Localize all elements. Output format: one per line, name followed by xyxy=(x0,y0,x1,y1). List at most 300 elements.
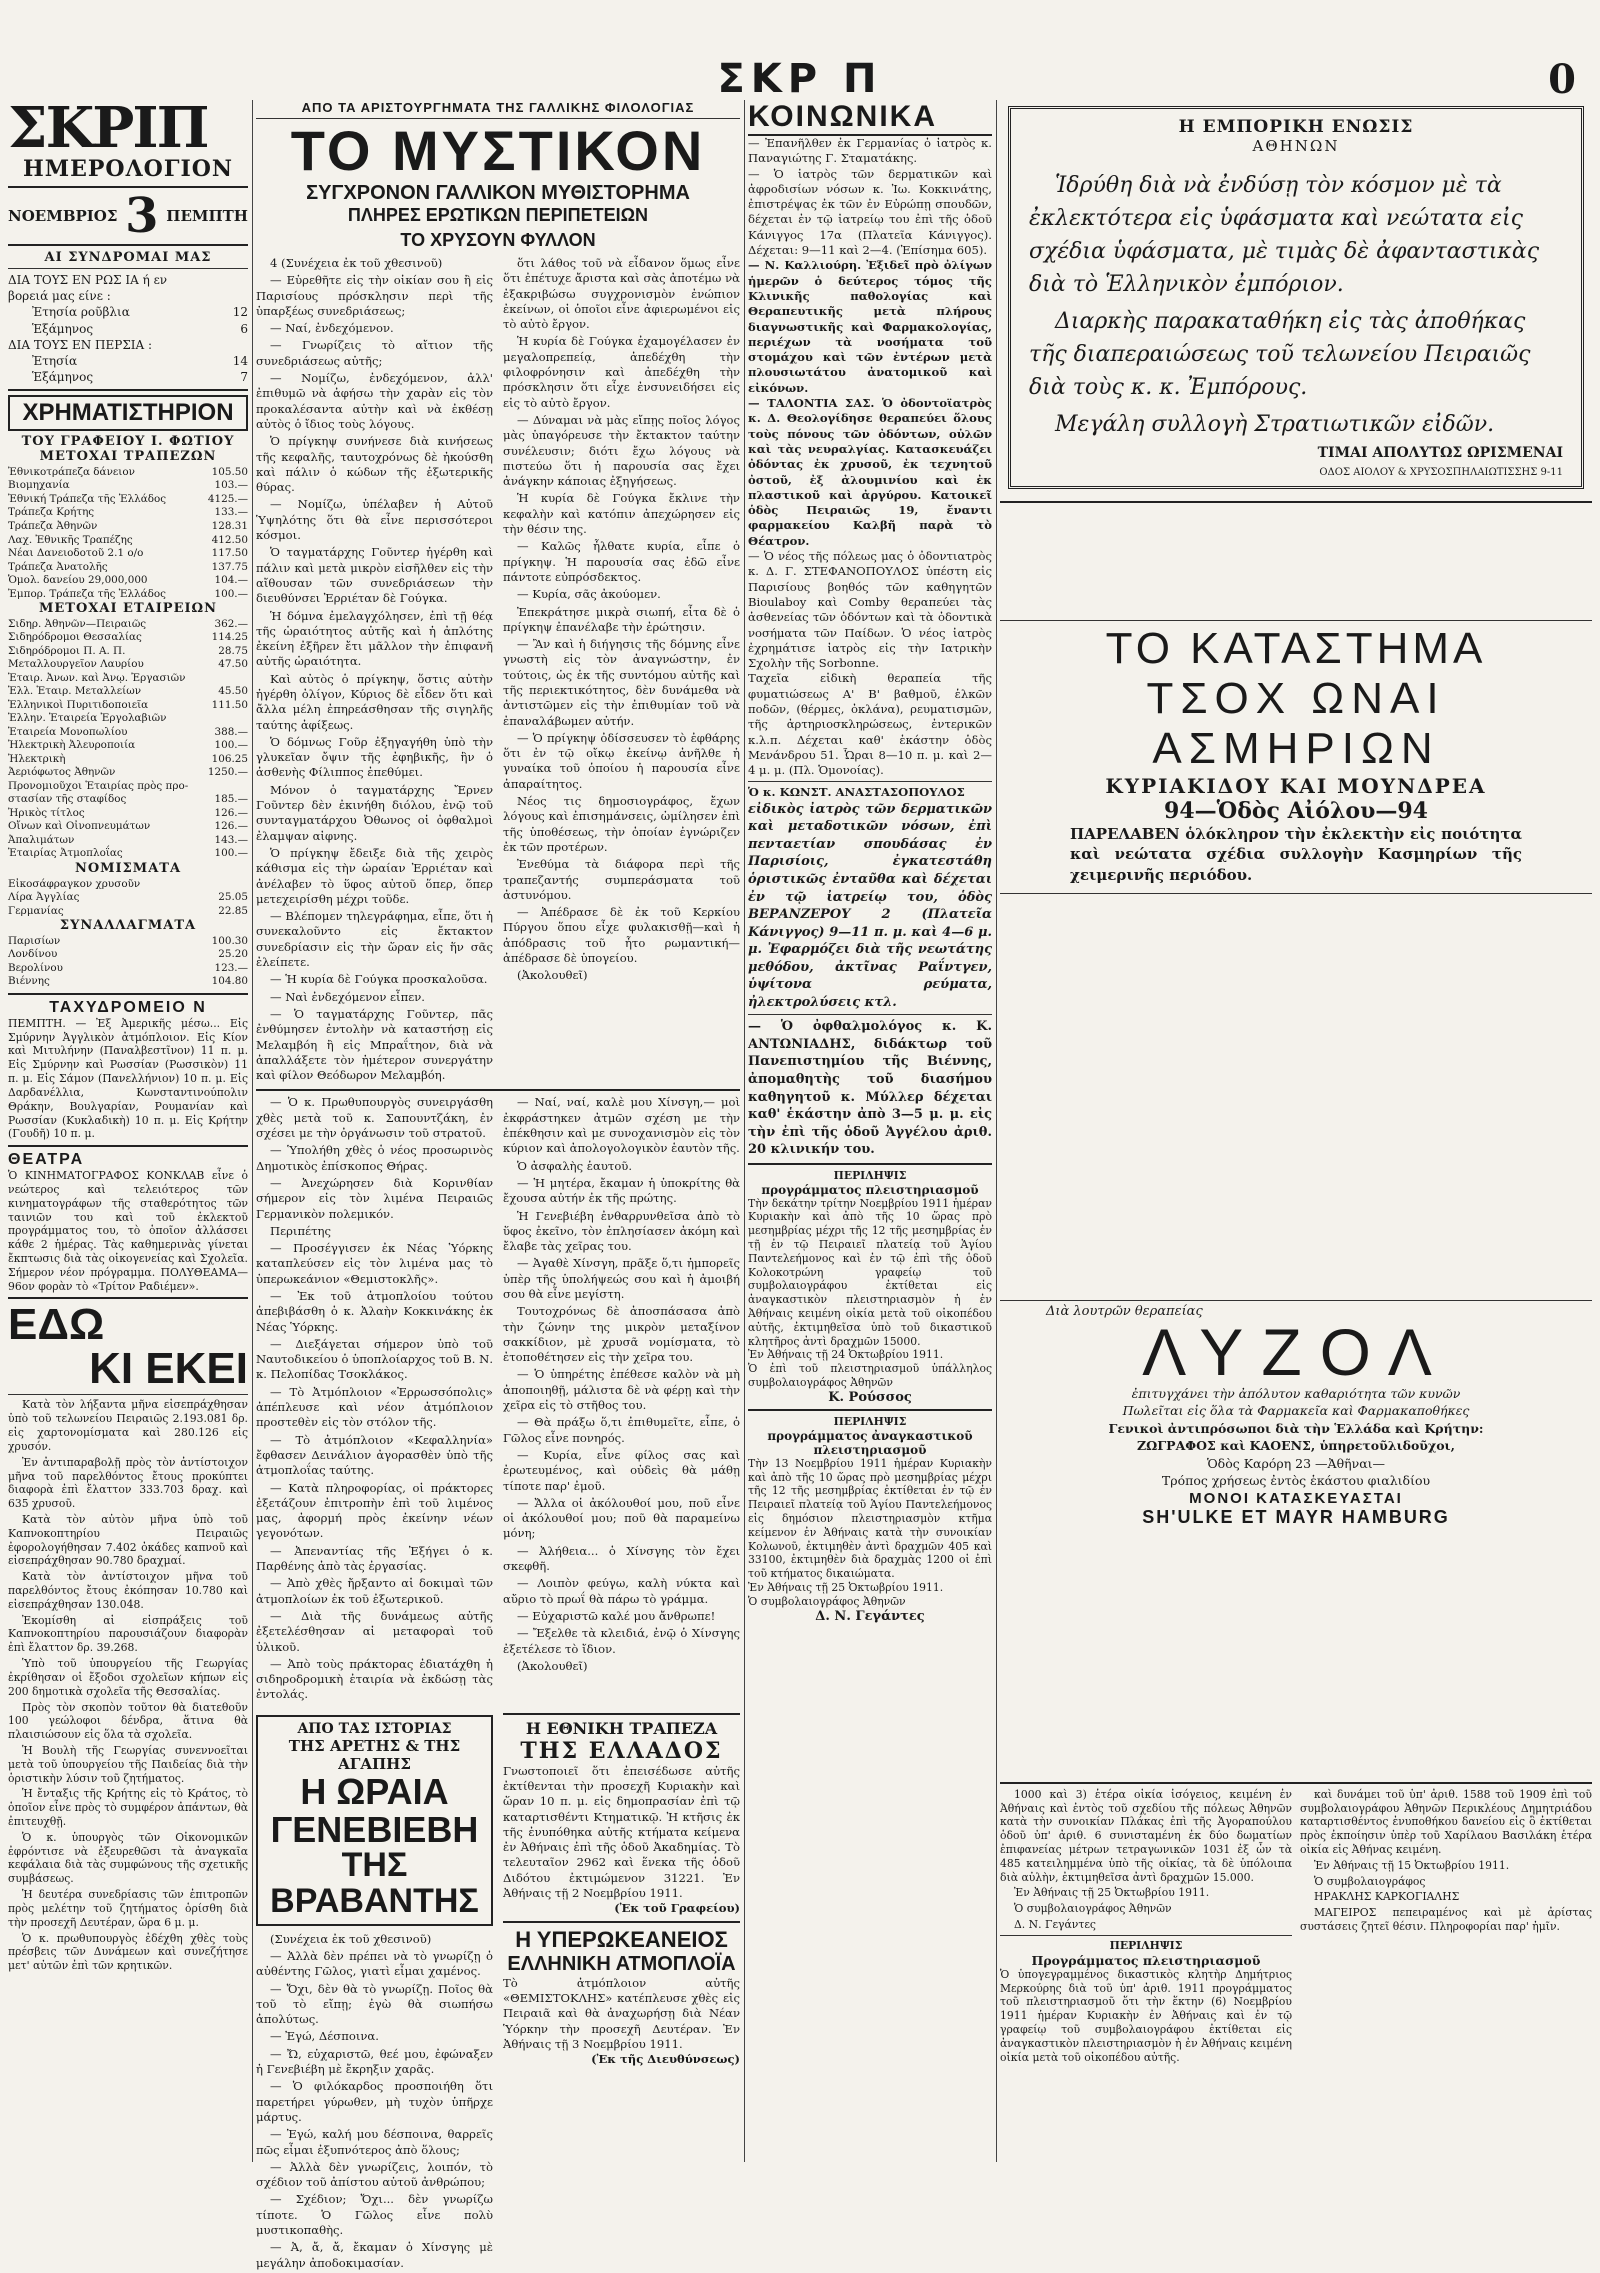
paragraph: Ὁ συμβολαιογράφος xyxy=(1314,1874,1426,1888)
paragraph: — Ἀ, ἄ, ἄ, ἔκαμαν ὁ Χίνσγης μὲ μεγάλην ἀποδοκιμασίαν. xyxy=(256,2240,493,2270)
paragraph: Ἐνεθύμα τὰ διάφορα περὶ τῆς τραπεζαντής συμπεράσματα τοῦ ἀστυνόμου. xyxy=(503,857,740,902)
value-row xyxy=(8,685,248,699)
news-text-left xyxy=(256,1095,493,1704)
paragraph: — Προσέγγισεν ἐκ Νέας Ὑόρκης καταπλεύσεν εἰς τὸν λιμένα μας τὸ ὑπερωκεάνιον «Θεμιστοκλῆς». xyxy=(256,1241,493,1286)
paragraph: — Κατὰ πληροφορίας, οἱ πράκτορες ἐξετάζουν ἐπιτροπὴν ἐπὶ τοῦ λιμένος μας, ἀφορμή πρὸς ἐκείνην νέων γεγονότων. xyxy=(256,1480,493,1541)
post-text: ΠΕΜΠΤΗ. — Ἐξ Ἀμερικῆς μέσω... Εἰς Σμύρνην Ἀγγλικὸν ἀτμόπλοιον. Εἰς Κίον καὶ Μιτυλήνην (Παναλβεστῖνον) 11 π. μ. Εἰς Σμύρνην καὶ Ρωσσίαν (Ρωσσικὸν) 11 π. μ. Εἰς Σάμον (Πανελλήνιον) 10 π. μ. Εἰς Δαρδανέλλια, Κωνσταντινούπολιν Θράκην, Βουλγαρίαν, Ρουμανίαν καὶ Ρωσσίαν (Κυκλαδικὴ) 10 π. μ. Εἰς Κρήτην (Γουδῆ) 10 π. μ. xyxy=(8,1016,248,1141)
shop-name: ΤΣΟΧ ΩΝΑΙ ΑΣΜΗΡΙΩΝ xyxy=(1146,674,1446,773)
summary-note: Ὁ ἐπὶ τοῦ πλειστηριασμοῦ ὑπάλληλος συμβολαιογράφος Ἀθηνῶν xyxy=(748,1362,992,1390)
currency-heading: ΝΟΜΙΣΜΑΤΑ xyxy=(74,861,182,876)
paragraph: Κατὰ τὸν ἀντίστοιχον μῆνα τοῦ παρελθόντος ἔτους ἐκόπησαν 10.780 καὶ εἰσεπράχθησαν 130.048. xyxy=(8,1570,248,1611)
social-item: — Ν. Καλλιούρη. Ἐξιδεῖ πρὸ ὀλίγων ἡμερῶν ὁ δεύτερος τόμος τῆς Κλινικῆς παθολογίας καὶ Θεραπευτικῆς μετὰ πλήρους διαγνωστικῆς καὶ Φαρμακολογίας, περιέχων τὰ νοσήματα τοῦ στομάχου καὶ τῶν ἐντέρων μετὰ πλουσιωτάτου ἀνατομικοῦ καὶ εἰκόνων. xyxy=(748,258,992,395)
row-label: Βιομηχανία xyxy=(8,479,70,492)
row-value: 104.80 xyxy=(211,975,248,988)
row-value: 100.— xyxy=(214,739,248,752)
serial-subtitle-1: ΣΥΓΧΡΟΝΟΝ ΓΑΛΛΙΚΟΝ ΜΥΘΙΣΤΟΡΗΜΑ xyxy=(306,181,690,204)
column-1 xyxy=(8,95,248,2162)
paragraph: Ἡ κυρία δὲ Γούγκα ἐχαμογέλασεν ἐν μεγαλοπρεπείᾳ, ἀπεδέχθη τὴν φιλοφρόνησιν καὶ ἀπεδέχθη τὴν πρόσκλησιν ὅτι εἶχε ἐνσυνειδήσει εἰς εἰς τὸ αὐτὸ ἔργον. xyxy=(503,334,740,410)
social-item: — Ὁ ἰατρὸς τῶν δερματικῶν καὶ ἀφροδισίων νόσων κ. Ἰω. Κοκκινάτης, ἐπιστρέψας ἐκ τῶν ἐν Εὐρώπῃ σπουδῶν, δέχεται ἐν τῷ ἰατρείῳ του ἐπὶ τῆς ὁδοῦ Κάνιγγος 17α (Πλατεῖα Κάνιγγος). Δέχεται: 9—11 καὶ 2—4. (Ἐπίσημα 605). xyxy=(748,166,992,258)
lyzol-line: ἐπιτυγχάνει τὴν ἀπόλυτον καθαριότητα τῶν κυνῶν xyxy=(1131,1385,1461,1401)
paragraph: Καὶ αὐτὸς ὁ πρίγκηψ, ὅστις αὐτὴν ἠγέρθη ὀλίγον, Κύριος δὲ εἶδεν ὅτι καὶ ἄλλα μέλη ἐπηρεάσθησαν τῆς σιγηλῆς ταύτης ἀφίξεως. xyxy=(256,671,493,732)
paragraph: — Τὸ ἀτμόπλοιον «Κεφαλληνία» ἔφθασεν Δεινάλιον ἀγορασθὲν ὑπὸ τῆς ἀτμοπλοΐας ταύτης. xyxy=(256,1432,493,1478)
ad-address: ΟΔΟΣ ΑΙΟΛΟΥ & ΧΡΥΣΟΣΠΗΛΑΙΩΤΙΣΣΗΣ 9-11 xyxy=(1319,467,1563,478)
paragraph: — Ἂν καὶ ἡ διήγησις τῆς δόμνης εἶνε γνωστὴ εἰς τὸν ἀναγνώστην, ἐν τούτοις, ὡς ἐκ τῆς συντόμου αὐτῆς καὶ τῆς περιεκτικότητος, δὲν δυνάμεθα νὰ ἀντιστῶμεν εἰς τὴν ἐπιθυμίαν τοῦ νὰ ἐπαναλάβωμεν αὐτήν. xyxy=(503,637,740,728)
row-value: 126.— xyxy=(214,806,248,819)
paragraph: Ὁ κ. ὑπουργὸς τῶν Οἰκονομικῶν ἐφρόντισε νὰ ἐξευρεθῶσι τὰ ἀναγκαῖα κεφάλαια διὰ τὰς συμφώνους τῆς σχετικῆς συμβάσεως. xyxy=(8,1830,248,1886)
row-label: Οἴνων καὶ Οἰνοπνευμάτων xyxy=(8,820,151,833)
paragraph: — Ἄλλα οἱ ἀκόλουθοί μου, ποῦ εἶνε οἱ ἀκόλουθοί μου; ποῦ θὰ παραμείνω μόνη; xyxy=(503,1495,740,1541)
paragraph: Μόνον ὁ ταγματάρχης Ἔρνεν Γοῦντερ δὲν ἐκινήθη διόλου, ἐνῷ τοῦ συνταγματάρχου Ὀθωνος οἱ ὀφθαλμοὶ ἐλαμψαν αἰφνης. xyxy=(256,782,493,843)
social-item: Ταχεῖα εἰδικὴ θεραπεία τῆς φυματιώσεως Α' Β' βαθμοῦ, ἑλκῶν ποδῶν, (θέρμες, ὀκλάνα), ρευματισμῶν, τῆς ἀρτηριοσκληρώσεως, ἐντερικῶν κ.λ.π. Δέχεται καθ' ἑκάστην ὁδὸς Μενάνδρου 51. Ὧραι 8—10 π. μ. καὶ 2—4 μ. μ. (Πλ. Ὁμονοίας). xyxy=(748,671,992,778)
ad-subtitle: ΑΘΗΝΩΝ xyxy=(1252,137,1340,155)
ad-paragraph: Μεγάλη συλλογὴ Στρατιωτικῶν εἰδῶν. xyxy=(1055,412,1495,437)
paragraph: — Ὤ, εὐχαριστῶ, θεέ μου, ἐφώναξεν ἡ Γενεβιέβη μὲ ἔκρηξιν χαρᾶς. xyxy=(256,2046,493,2077)
row-label: Ἀπαλιμάτων xyxy=(8,833,75,846)
row-label: Τράπεζα Ἀνατολῆς xyxy=(8,560,108,573)
day-number: 3 xyxy=(125,188,159,244)
post-heading: ΤΑΧΥΔΡΟΜΕΙΟ Ν xyxy=(49,998,207,1016)
value-row xyxy=(8,520,248,534)
value-row xyxy=(8,304,248,320)
auction-text-right xyxy=(1300,1788,1592,1934)
value-row xyxy=(8,588,248,602)
national-bank-sig: (Ἐκ τοῦ Γραφείου) xyxy=(614,1901,740,1916)
ad-paragraph: Διαρκὴς παρακαταθήκη εἰς τὰς ἀποθήκας τῆς διαπεραιώσεως τοῦ τελωνείου Πειραιῶς διὰ τοὺς κ. κ. Ἐμπόρους. xyxy=(1029,309,1531,400)
value-row xyxy=(8,618,248,632)
row-value: 114.25 xyxy=(211,631,248,644)
row-value: 100.— xyxy=(214,847,248,860)
column-rule xyxy=(744,100,745,2162)
row-value: 133.— xyxy=(214,506,248,519)
dentist-ad: — ΤΑΛΟΝΤΙΑ ΣΑΣ. Ὁ ὀδοντοϊατρὸς κ. Δ. Θεολογίδησε θεραπεύει ὅλους τοὺς πόνους τῶν ὀδόντων, οὐλῶν καὶ τὰς νευραλγίας. Κατασκευάζει ὀδόντας ἐκ χρυσοῦ, ἐκ τεχνητοῦ ὀστοῦ, ἐξ ἀλουμινίου καὶ ἐκ πλαστικοῦ καὶ ἀργύρου. Κατοικεῖ ὁδὸς Πειραιῶς 19, ἔναντι φαρμακείου Καλβῆ παρὰ τὸ Θέατρον. xyxy=(748,396,992,548)
ad-title: Η ΕΜΠΟΡΙΚΗ ΕΝΩΣΙΣ xyxy=(1178,117,1414,137)
serial-kicker: ΑΠΟ ΤΑ ΑΡΙΣΤΟΥΡΓΗΜΑΤΑ ΤΗΣ ΓΑΛΛΙΚΗΣ ΦΙΛΟΛΟΓΙΑΣ xyxy=(301,100,695,115)
row-label: Σιδηρόδρομοι Π. Α. Π. xyxy=(8,644,126,657)
edo-text xyxy=(8,1398,248,1973)
value-row xyxy=(8,820,248,834)
summary-note-2: Ὁ συμβολαιογράφος Ἀθηνῶν xyxy=(748,1594,906,1608)
value-row xyxy=(8,726,248,740)
row-value: 106.25 xyxy=(211,752,248,765)
paragraph: Ἐν ἀντιπαραβολῇ πρὸς τὸν ἀντίστοιχον μῆνα τοῦ παρελθόντος ἔτους προκύπτει διαφορὰ ἐπὶ ἔλαττον 333.703 δραχ. καὶ 635 χρυσοῦ. xyxy=(8,1455,248,1511)
lyzol-line: Πωλεῖται εἰς ὅλα τὰ Φαρμακεῖα καὶ Φαρμακαποθήκες xyxy=(1122,1403,1470,1419)
row-label: Λίρα Ἀγγλίας xyxy=(8,891,80,904)
company-shares-heading: ΜΕΤΟΧΑΙ ΕΤΑΙΡΕΙΩΝ xyxy=(38,601,218,617)
row-label: Ἑταιρεία Μονοπωλίου xyxy=(8,725,128,738)
row-value: 126.— xyxy=(214,820,248,833)
paragraph: Τουτοχρόνως δὲ ἀποσπάσασα ἀπὸ τὴν ζώνην της μικρὸν μεταξίνον σακκίδιον, μὲ χρυσᾶ νομίσματα, τὸ ἐτοποθέτησεν εἰς τὴν χεῖρα του. xyxy=(503,1304,740,1365)
row-value: 25.05 xyxy=(218,891,248,904)
value-row xyxy=(8,534,248,548)
doctor-name: Ὁ κ. ΚΩΝΣΤ. ΑΝΑΣΤΑΣΟΠΟΥΛΟΣ xyxy=(748,785,965,800)
row-label: Παρισίων xyxy=(8,934,61,947)
paragraph: — Ὁ κ. Πρωθυπουργὸς συνειργάσθη χθὲς μετὰ τοῦ κ. Σαπουντζάκη, ἐν σχέσει με τὴν ὀργάνωσιν τοῦ στρατοῦ. xyxy=(256,1095,493,1141)
paragraph: — Κυρία, σᾶς ἀκούομεν. xyxy=(517,587,661,602)
row-value: 7 xyxy=(240,370,248,385)
paragraph: Ἡ δευτέρα συνεδρίασις τῶν ἐπιτροπῶν πρὸς μελέτην τοῦ ζητήματος ὁρίσθη διὰ τὴν προσεχῆ Δευτέραν, ὥρα 6 μ. μ. xyxy=(8,1888,248,1929)
row-value: 14 xyxy=(232,353,248,368)
paragraph: Δ. Ν. Γεγάντες xyxy=(1014,1918,1096,1932)
paragraph: — Ναί, ναί, καλὲ μου Χίνσγη,— μοὶ ἐκφράστηκεν ἀτμῶν σχέση με τὴν ἐπέκθησιν καὶ με συνοχανισμὸν εἰς τὸν κύριον καὶ ἀπολογολογικὸν ἑαυτὸν τῆς. xyxy=(503,1095,740,1156)
paragraph: Ὁ ἀσφαλὴς ἑαυτοῦ. xyxy=(517,1158,633,1173)
value-row xyxy=(8,466,248,480)
value-row xyxy=(8,753,248,767)
row-value: 185.— xyxy=(214,793,248,806)
paragraph: Ἐν Ἀθήναις τῇ 15 Ὀκτωβρίου 1911. xyxy=(1314,1858,1510,1872)
row-label: Λαχ. Ἐθνικῆς Τραπέζης xyxy=(8,533,133,546)
paragraph: — Θὰ πράξω ὅ,τι ἐπιθυμεῖτε, εἶπε, ὁ Γῶλος εἶνε πονηρός. xyxy=(503,1415,740,1445)
row-label: Ἠλεκτρικὴ xyxy=(8,752,66,765)
national-bank-heading: Η ΕΘΝΙΚΗ ΤΡΑΠΕΖΑ xyxy=(525,1718,718,1738)
paragraph: — Ἀπεναντίας τῆς Ἐξήγει ὁ κ. Παρθένης ἀπὸ τὰς ἐργασίας. xyxy=(256,1543,493,1574)
value-row xyxy=(8,321,248,337)
summary-subheading-2: προγράμματος ἀναγκαστικοῦ πλειστηριασμοῦ xyxy=(767,1428,973,1457)
story-subkicker: ΤΗΣ ΑΡΕΤΗΣ & ΤΗΣ ΑΓΑΠΗΣ xyxy=(288,1736,461,1773)
bottom-summary-heading: ΠΕΡΙΛΗΨΙΣ xyxy=(1109,1938,1183,1952)
value-row xyxy=(8,493,248,507)
value-row xyxy=(8,547,248,561)
ki-ekei-heading: ΚΙ ΕΚΕΙ xyxy=(89,1344,248,1394)
value-row xyxy=(8,766,248,780)
row-value: 100.30 xyxy=(211,934,248,947)
paragraph: Ἡ Βουλὴ τῆς Γεωργίας συνεννοεῖται μετὰ τοῦ ὑπουργείου τῆς Παιδείας διὰ τὴν ὁριστικὴν λύσιν τοῦ ζητήματος. xyxy=(8,1743,248,1785)
story-title-2: ΤΗΣ ΒΡΑΒΑΝΤΗΣ xyxy=(270,1846,479,1920)
date-row xyxy=(8,188,248,244)
paragraph: — Ἐγώ, καλή μου δέσποινα, θαρρεῖς πῶς εἶμαι ἐξυπνότερος ἀπὸ ὅλους; xyxy=(256,2127,493,2157)
subs-line: ΔΙΑ ΤΟΥΣ ΕΝ ΡΩΣ ΙΑ ή εν xyxy=(8,273,168,287)
value-row xyxy=(8,793,248,807)
row-value: 47.50 xyxy=(218,658,248,671)
paragraph: — Λοιπὸν φεύγω, καλὴ νύκτα καὶ αὔριο τὸ πρωΐ θὰ πάρω τὸ γράμμα. xyxy=(503,1576,740,1606)
lyzol-pre: Διὰ λουτρῶν θεραπείας xyxy=(1046,1303,1203,1319)
row-label: Ἐτησία xyxy=(32,353,78,368)
paragraph: Ἡ δόμνα ἐμελαγχόλησεν, ἐπὶ τῇ θέᾳ τῆς ὡραιότητος αὐτῆς καὶ ἡ ἀπλότης ἐκείνη ἐξῆρεν ἔτι μᾶλλον τὴν ἐπιφανῆ αὐτῆς ὡραιότητα. xyxy=(256,608,493,669)
subscriptions-heading: ΑΙ ΣΥΝΔΡΟΜΑΙ ΜΑΣ xyxy=(44,250,212,265)
paragraph: (Ἀκολουθεῖ) xyxy=(517,1658,588,1673)
value-row xyxy=(8,975,248,989)
edo-heading: ΕΔΩ xyxy=(8,1300,105,1350)
social-item: — Ἐπανῆλθεν ἐκ Γερμανίας ὁ ἰατρὸς κ. Παναγιώτης Γ. Σταματάκης. xyxy=(748,136,992,166)
bottom-summary-text: Ὁ ὑπογεγραμμένος δικαστικὸς κλητὴρ Δημήτριος Μερκούρης διὰ τοῦ ὑπ' ἀριθ. 1911 προγράμματος τοῦ πλειστηριασμοῦ ὅτι τὴν ἕκτην (6) Νοεμβρίου 1911 ἡμέραν Κυριακὴν ἐν Ἀθήναις καὶ ἐν τῷ γραφείῳ τοῦ συμβολαιογράφου ἐκτίθεται εἰς ἀναγκαστικὸν πλειστηριασμὸν ἡ ἐν Ἀθήναις κειμένη οἰκία μετὰ τοῦ οἰκοπέδου αὐτῆς. xyxy=(1000,1967,1292,2064)
lyzol-line: Τρόπος χρήσεως ἐντὸς ἑκάστου φιαλιδίου xyxy=(1161,1473,1431,1489)
story-box xyxy=(256,1715,493,1926)
masthead-title: ΣΚΡ Π xyxy=(717,56,883,102)
value-row xyxy=(8,962,248,976)
paragraph: — Διὰ τῆς δυνάμεως αὐτῆς ἐξετελέσθησαν αἱ μεταφοραὶ τοῦ ὑλικοῦ. xyxy=(256,1608,493,1654)
paragraph: — Τὸ Ἀτμόπλοιον «Ἐρρωσσόπολις» ἀπέπλευσε καὶ νέον ἀτμόπλοιον προστεθὲν εἰς τὸν στόλον τῆς. xyxy=(256,1384,493,1430)
row-label: Ὁμολ. δανείου 29,000,000 xyxy=(8,574,148,587)
value-row xyxy=(8,935,248,949)
value-row xyxy=(8,369,248,385)
row-value: 117.50 xyxy=(211,547,248,560)
paragraph: — Ἀνεχώρησεν διὰ Κορινθίαν σήμερον εἰς τὸν λιμένα Πειραιῶς Γερμανικὸν πολεμικόν. xyxy=(256,1175,493,1221)
row-value: 388.— xyxy=(214,725,248,738)
row-label: Μεταλλουργεῖον Λαυρίου xyxy=(8,658,144,671)
column-rule xyxy=(252,100,253,2162)
shop-title: ΤΟ ΚΑΤΑΣΤΗΜΑ xyxy=(1105,624,1487,673)
row-value: 6 xyxy=(240,321,248,336)
row-value: 143.— xyxy=(214,833,248,846)
summary-date: Ἐν Ἀθήναις τῇ 24 Ὀκτωβρίου 1911. xyxy=(748,1348,944,1362)
row-label: Βερολίνου xyxy=(8,961,63,974)
row-label: Νέαι Δανειοδοτοῦ 2.1 ο/ο xyxy=(8,547,144,560)
row-value: 22.85 xyxy=(218,904,248,917)
paragraph: Ἡ Γενεβιέβη ἐνθαρρυνθεῖσα ἀπὸ τὸ ὕφος ἐκεῖνο, τὸν ἐπλησίασεν ἀκόμη καὶ ἔλαβε τὰς χεῖρας του. xyxy=(503,1208,740,1254)
row-value: 412.50 xyxy=(211,533,248,546)
value-row xyxy=(8,631,248,645)
paragraph: Ὁ κ. πρωθυπουργὸς ἐδέχθη χθὲς τοὺς πρέσβεις τῶν Δυνάμεων καὶ συνεζήτησε μετ' αὐτῶν ἐπὶ τῶν κρητικῶν. xyxy=(8,1931,248,1973)
paragraph: — Ὄχι, δὲν θὰ τὸ γνωρίζῃ. Ποῖος θὰ τοῦ τὸ εἴπῃ; ἐγὼ θὰ σιωπήσω ἀπολύτως. xyxy=(256,1981,493,2027)
value-row xyxy=(8,847,248,861)
value-row xyxy=(8,891,248,905)
row-label: Τράπεζα Ἀθηνῶν xyxy=(8,520,98,532)
paragraph: Ὁ ταγματάρχης Γοῦντερ ἠγέρθη καὶ πάλιν καὶ μετὰ μικρὸν εἰσῆλθεν εἰς τὴν αἴθουσαν τῶν συνεδριάσεων τὴν διευθύνσει Ἐρριέταν δὲ Γούγκα. xyxy=(256,545,493,606)
paragraph: — Ὁ φιλόκαρδος προσποιήθη ὅτι παρετήρει γύρωθεν, μὴ τυχὸν ὑπῆρχε μάρτυς. xyxy=(256,2079,493,2124)
row-value: 105.50 xyxy=(211,465,248,478)
paragraph: — Νομίζω, ὑπέλαβεν ἡ Αὐτοῦ Ὑψηλότης ὅτι θὰ εἶνε περισσότεροι κόσμοι. xyxy=(256,497,493,543)
row-label: Λονδίνου xyxy=(8,948,58,961)
bank-shares-heading: ΜΕΤΟΧΑΙ ΤΡΑΠΕΖΩΝ xyxy=(39,449,217,465)
lyzol-company: SH'ULKE ET MAYR HAMBURG xyxy=(1142,1506,1450,1527)
value-row xyxy=(8,574,248,588)
lyzol-title: ΛΥΖΟΛ xyxy=(1142,1314,1450,1389)
summary-signature: Κ. Ρούσσος xyxy=(828,1389,912,1405)
paragraph: — Ναὶ ἐνδεχόμενον εἶπεν. xyxy=(270,989,425,1004)
paragraph: — Νομίζω, ἐνδεχόμενον, ἀλλ' ἐπιθυμῶ νὰ ἀφήσω τὴν χαρὰν εἰς τὸν προκαλέσαντα αὐτὴν καὶ νὰ ἐκθέσῃ αὐτὸς ὁ ἴδιος τοὺς λόγους. xyxy=(256,371,493,431)
summary-heading: ΠΕΡΙΛΗΨΙΣ xyxy=(833,1168,907,1182)
value-row xyxy=(8,479,248,493)
weekday: ΠΕΜΠΤΗ xyxy=(166,207,248,225)
shop-owners: ΚΥΡΙΑΚΙΔΟΥ ΚΑΙ ΜΟΥΝΔΡΕΑ xyxy=(1105,774,1487,798)
lyzol-line: Γενικοὶ ἀντιπρόσωποι διὰ τὴν Ἑλλάδα καὶ Κρήτην: xyxy=(1108,1420,1484,1436)
value-row xyxy=(8,834,248,848)
masthead xyxy=(0,56,1600,103)
row-label: Ἑλλ. Ἑταιρ. Μεταλλείων xyxy=(8,685,142,698)
national-bank-heading-2: ΤΗΣ ΕΛΛΑΔΟΣ xyxy=(520,1737,723,1764)
fx-list xyxy=(8,935,248,989)
paragraph: Ἐπεκράτησε μικρὰ σιωπή, εἶτα δὲ ὁ πρίγκηψ ἐπανέλαβε τὴν ἐρώτησιν. xyxy=(503,604,740,634)
paragraph: 4 (Συνέχεια ἐκ τοῦ χθεσινοῦ) xyxy=(270,255,443,270)
row-label: Ἐθνικοτράπεζα δάνειον xyxy=(8,465,135,478)
serial-title: ΤΟ ΜΥΣΤΙΚΟΝ xyxy=(290,119,706,182)
row-label: Ἑταιρίας Ἀτμοπλοΐας xyxy=(8,847,123,860)
paragraph: — Ἀγαθὲ Χίνσγη, πρᾶξε ὅ,τι ἠμπορεῖς ὑπὲρ τῆς ὑπολήψεώς σου καὶ ἡ ἀμοιβή σου θὰ εἶνε μεγίστη. xyxy=(503,1256,740,1301)
row-label: Ἐμπορ. Τράπεζα τῆς Ἑλλάδος xyxy=(8,587,166,600)
row-label: Ἐτησία ροῦβλια xyxy=(32,305,130,320)
row-value: 103.— xyxy=(214,479,248,492)
lyzol-line: Ὁδὸς Καρόρη 23 —Ἀθῆναι— xyxy=(1206,1455,1386,1471)
serial-text-left xyxy=(256,256,493,1085)
paragraph: — Εὐχαριστῶ καλέ μου ἄνθρωπε! xyxy=(517,1608,716,1623)
paragraph: Ἐκομίσθη αἱ εἰσπράξεις τοῦ Καπνοκοπτηρίου παρουσιάζουν διαφορὰν ἐπὶ ἔλαττον δρ. 39.268. xyxy=(8,1613,248,1655)
paragraph: Περιπέτης xyxy=(270,1223,331,1238)
currency-list xyxy=(8,891,248,918)
row-value: 104.— xyxy=(214,574,248,587)
row-value: 100.— xyxy=(214,587,248,600)
currency-sub: Εἰκοσάφραγκον χρυσοῦν xyxy=(8,877,141,890)
bottom-summary-subheading: Προγράμματος πλειστηριασμοῦ xyxy=(1031,1952,1261,1968)
theatre-heading: ΘΕΑΤΡΑ xyxy=(8,1151,85,1169)
column-3 xyxy=(748,100,992,2162)
paragraph: — Ἀπὸ τοὺς πράκτορας ἐδιατάχθη ἡ σιδηροδρομικὴ ἐταιρία νὰ ἐκδώσῃ τὰς ἐντολάς. xyxy=(256,1656,493,1702)
serial-subtitle-2: ΠΛΗΡΕΣ ΕΡΩΤΙΚΩΝ ΠΕΡΙΠΕΤΕΙΩΝ xyxy=(347,204,649,225)
steamship-heading-2: ΕΛΛΗΝΙΚΗ ΑΤΜΟΠΛΟΪΑ xyxy=(507,1952,736,1975)
value-row xyxy=(8,905,248,919)
ad-paragraph: Ἱδρύθη διὰ νὰ ἐνδύσῃ τὸν κόσμον μὲ τὰ ἐκλεκτότερα εἰς ὑφάσματα καὶ νεώτατα εἰς σχέδια ὑφάσματα, μὲ τιμὰς δὲ ἀφανταστικὰς διὰ τὸ Ἑλληνικὸν ἐμπόριον. xyxy=(1029,173,1540,297)
paragraph: — Ὁ πρίγκηψ ὀδίσσευσεν τὸ ἐφθάρης ὅτι ἐν τῷ οἴκῳ ἐκείνῳ ἀνῆλθε ἡ γυναίκα τοῦ ὁποίου ἡ παρουσία εἶνε ἀπαραίτητος. xyxy=(503,730,740,791)
fx-heading: ΣΥΝΑΛΛΑΓΜΑΤΑ xyxy=(59,918,197,934)
row-label: Ἑξάμηνος xyxy=(32,321,94,336)
paragraph: Πρὸς τὸν σκοπὸν τοῦτον θὰ διατεθοῦν 100 γεώλοφοι δένδρα, ἅτινα θὰ πλαισιώσουν εἰς ὅλα τὰ σχολεῖα. xyxy=(8,1700,248,1742)
lyzol-line: ΖΩΓΡΑΦΟΣ καὶ ΚΑΟΕΝΣ, ὑπηρετοῦλιδοῦχοι, xyxy=(1137,1438,1455,1454)
subscriptions-list-persia xyxy=(8,353,248,385)
row-value: 25.20 xyxy=(218,948,248,961)
paragraph: Νέος τις δημοσιογράφος, ἔχων λόγους καὶ ἐπισημάνσεις, ὡμίλησεν ἐπὶ τῆς ὑποθέσεως, τὴν ὁποίαν ἐγνώριζεν ἐκ τῶν προτέρων. xyxy=(503,794,740,854)
steamship-text: Τὸ ἀτμόπλοιον αὐτῆς «ΘΕΜΙΣΤΟΚΛΗΣ» κατέπλευσε χθὲς εἰς Πειραιᾶ καὶ θὰ ἀναχωρήσῃ διὰ Νέαν Ὑόρκην τὴν προσεχῆ Δευτέραν. Ἐν Ἀθήναις τῇ 3 Νοεμβρίου 1911. xyxy=(503,1975,740,2051)
lyzol-makers: ΜΟΝΟΙ ΚΑΤΑΣΚΕΥΑΣΤΑΙ xyxy=(1189,1489,1403,1507)
paragraph: Ὁ πρίγκηψ ἔδειξε διὰ τῆς χειρὸς κάθισμα εἰς τὴν ὡραίαν Ἐρριέταν καὶ ἀνέλαβεν τὸ ὕφος αὐτοῦ ὅπερ, ὅπερ μετεχειρίσθη μέχρι τοῦδε. xyxy=(256,845,493,906)
paragraph: — Εὑρεθῆτε εἰς τὴν οἰκίαν σου ἢ εἰς Παρισίους πρόσκλησιν περὶ τῆς ὑπαρξέως συνεδριάσεως; xyxy=(256,273,493,318)
calendar-heading: ΗΜΕΡΟΛΟΓΙΟΝ xyxy=(22,156,234,182)
shop-address: 94—Ὁδὸς Αἰόλου—94 xyxy=(1164,798,1428,824)
row-label: Ἑξάμηνος xyxy=(32,370,94,385)
value-row xyxy=(8,506,248,520)
subs-line: βορειά μας είνε : xyxy=(8,289,111,304)
row-label: Σιδηρ. Ἀθηνῶν—Πειραιῶς xyxy=(8,617,147,630)
company-shares-list xyxy=(8,618,248,861)
summary-signature-2: Δ. Ν. Γεγάντες xyxy=(815,1608,925,1624)
value-row xyxy=(8,780,248,794)
row-label: Ἑλληνικοὶ Πυριτιδοποιεῖα xyxy=(8,698,149,711)
paragraph: — Ἐγώ, Δέσποινα. xyxy=(270,2029,379,2044)
value-row xyxy=(8,712,248,726)
serial-text-right xyxy=(503,256,740,1085)
paragraph: — Διεξάγεται σήμερον ὑπὸ τοῦ Ναυτοδικείου ὁ ὑποπλοίαρχος τοῦ Β. Ν. κ. Πελοπίδας Τσοκλάκος. xyxy=(256,1336,493,1382)
column-2 xyxy=(256,100,740,2270)
summary-date-2: Ἐν Ἀθήναις τῇ 25 Ὀκτωβρίου 1911. xyxy=(748,1581,944,1595)
paragraph: — Ἀπέδρασε δὲ ἐκ τοῦ Κερκίου Πύργου ὅπου εἶχε φυλακισθῇ—καὶ ἡ ἀπόδρασις τοῦ ἦτο ρωμαντική—ἀπέδρασε δὲ ὑπογείου. xyxy=(503,905,740,966)
theatre-text: Ὁ ΚΙΝΗΜΑΤΟΓΡΑΦΟΣ ΚΟΝΚΛΑΒ εἶνε ὁ νεώτερος καὶ τελειότερος τῶν κινηματογράφων τῆς σταθερότητος τῶν ταινιῶν του καὶ τοῦ ἐκλεκτοῦ προγράμματος του, τὸ ὁποῖον ἀλλάσσει κάθε 2 ἡμέρας. Τὰς καθημερινὰς γίνεται ἔκπτωσις διὰ τὰς οἰκογενείας καὶ Σχολεῖα. Σήμερον νέον πρόγραμμα. ΠΟΛΥΘΕΑΜΑ—96ον φορὰν τὸ «Τρίτον Ραδιέμεν». xyxy=(8,1169,248,1293)
paragraph: Ὑπὸ τοῦ ὑπουργείου τῆς Γεωργίας ἐκρίθησαν οἱ ἔξοδοι σχολεῖων κήπων εἰς 200 δημοτικὰ σχολεῖα τῆς Θεσσαλίας. xyxy=(8,1657,248,1698)
subs-persia: ΔΙΑ ΤΟΥΣ ΕΝ ΠΕΡΣΙΑ : xyxy=(8,337,153,352)
ad-prices: ΤΙΜΑΙ ΑΠΟΛΥΤΩΣ ΩΡΙΣΜΕΝΑΙ xyxy=(1317,445,1563,461)
paragraph: — Γνωρίζεις τὸ αἴτιον τῆς συνεδριάσεως αὐτῆς; xyxy=(256,338,493,368)
news-text-right xyxy=(503,1095,740,1704)
row-label: Γερμανίας xyxy=(8,904,64,917)
page-number: 0 xyxy=(1548,56,1576,103)
value-row xyxy=(8,699,248,713)
paragraph: — Ἀλλὰ δὲν γνωρίζεις, λοιπόν, τὸ σχέδιον τοῦ ἀπίστου αὐτοῦ ἀνθρώπου; xyxy=(256,2159,493,2190)
row-value: 45.50 xyxy=(218,685,248,698)
paragraph: — Βλέπομεν τηλεγράφημα, εἶπε, ὅτι ἡ συνεκαλοῦντο εἰς ἔκτακτον συνεδρίασιν εἰς τὴν ὥραν εἰς ἥν σᾶς ἐλείπετε. xyxy=(256,909,493,970)
steamship-heading: Η ΥΠΕΡΩΚΕΑΝΕΙΟΣ xyxy=(515,1926,728,1952)
value-row xyxy=(8,672,248,686)
row-value: 362.— xyxy=(214,617,248,630)
bank-shares-list xyxy=(8,466,248,601)
social-item: — Ὁ νέος τῆς πόλεως μας ὁ ὀδοντιατρὸς κ. Δ. Γ. ΣΤΕΦΑΝΟΠΟΥΛΟΣ ὑπέστη εἰς Παρισίους βοηθός τῶν καθηγητῶν Bioulaboy καὶ Comby θεραπεύει τὰς ἀσθενείας τῶν ὀδόντων καὶ τὰ ὀδοντικὰ νοσήματα τῶν Παίδων. Ὁ νέος ἰατρὸς ἐχρημάτισε ἰατρὸς εἰς τὴν Ιατρικὴν Σχολὴν τῆς Sorbonne. xyxy=(748,549,992,671)
value-row xyxy=(8,645,248,659)
paragraph: 1000 καὶ 3) ἑτέρα οἰκία ἰσόγειος, κειμένη ἐν Ἀθήναις καὶ ἐντὸς τοῦ σχεδίου τῆς πόλεως Ἀθηνῶν κατὰ τὴν συνοικίαν Πλάκας ἐπὶ τῆς Ἀγοραπούλου ὁδοῦ ὑπ' ἀριθ. 6 συνισταμένη ἐκ δύο δωματίων ἐπιφανείας μέτρων τετραγωνικῶν 1031 ἐξ ὧν τὰ 485 κατειλημμένα ὑπὸ τῆς οἰκίας, τὰ δὲ ὑπόλοιπα διὰ αὐλὴν, ἐκτιμηθεῖσα ἀντὶ δραχμῶν 15.000. xyxy=(1000,1787,1292,1884)
column-4 xyxy=(1000,100,1592,2162)
row-label: Ἐθνική Τράπεζα τῆς Ἑλλάδος xyxy=(8,492,167,505)
steamship-sig: (Ἐκ τῆς Διευθύνσεως) xyxy=(591,2052,740,2067)
paragraph: καὶ δυνάμει τοῦ ὑπ' ἀριθ. 1588 τοῦ 1909 ἐπὶ τοῦ συμβολαιογράφου Ἀθηνῶν Περικλέους Δημητριάδου καταρτισθέντος ἐνυποθήκου δανείου εἰς ὃ ἐκτίθεται πρὸς ἐκποίησιν ὑπὲρ τοῦ Χαρίλαου Βασιλάκη ἑτέρα οἰκία εἰς Ἀθήνας κειμένη. xyxy=(1300,1787,1592,1856)
office-heading: ΤΟΥ ΓΡΑΦΕΙΟΥ Ι. ΦΩΤΙΟΥ xyxy=(21,434,235,450)
paragraph: Κατὰ τὸν λήξαντα μῆνα εἰσεπράχθησαν ὑπὸ τοῦ τελωνείου Πειραιῶς 2.193.081 δρ. εἰς χαρτονομίσματα καὶ 280.126 εἰς χρυσόν. xyxy=(8,1398,248,1453)
summary-text-2: Τὴν 13 Νοεμβρίου 1911 ἡμέραν Κυριακὴν καὶ ἀπὸ τῆς 10 ὥρας πρὸ μεσημβρίας μέχρι τῆς 12 τῆς μεσημβρίας ἐκτίθεται ἐν τῷ ἐν Πειραιεῖ πλατείᾳ τοῦ Ἁγίου Παντελεήμονος εἰς δημόσιον πλειστηριασμὸν κτῆμα κείμενον ἐν Ἀθήναις κατὰ τὴν συνοικίαν Κολωνοῦ, ἐκτιμηθὲν ἀντὶ δραχμῶν 405 καὶ 33100, ἐκτιμηθὲν διὰ δραχμὰς 1200 οἱ ἐπὶ τοῦ κτήματος δικαιώματα. xyxy=(748,1456,992,1581)
paragraph: — Καλῶς ἦλθατε κυρία, εἶπε ὁ πρίγκηψ. Ἡ παρουσία σας ἐδῶ εἶνε πάντοτε εὐπρόσδεκτος. xyxy=(503,539,740,584)
row-value: 111.50 xyxy=(211,698,248,711)
row-value: 28.75 xyxy=(218,644,248,657)
story-kicker: ΑΠΟ ΤΑΣ ΙΣΤΟΡΙΑΣ xyxy=(297,1720,452,1737)
row-value: 4125.— xyxy=(207,492,248,505)
value-row xyxy=(8,561,248,575)
paragraph: — Ὁ ὑπηρέτης ἐπέθεσε καλὸν νὰ μὴ ἀποποιηθῇ, μάλιστα δὲ νὰ φέρῃ καὶ τὴν χεῖρα εἰς τὸ στῆθος του. xyxy=(503,1367,740,1413)
row-label: Ἑλλην. Ἑταιρεία Ἐργολαβιῶν xyxy=(8,712,167,725)
summary-text: Τὴν δεκάτην τρίτην Νοεμβρίου 1911 ἡμέραν Κυριακὴν καὶ ἀπὸ τῆς 10 ὥρας πρὸ μεσημβρίας μέχρι τῆς 12 τῆς μεσημβρίας ἐν τῇ ἐν τῷ Πειραιεῖ πλατείᾳ τοῦ Ἁγίου Παντελεήμονος καὶ ἐν τῷ ἐπὶ τῆς ὁδοῦ Κολοκοτρώνη γραφείῳ τοῦ συμβολαιογράφου ἐκτίθεται εἰς ἀναγκαστικὸν πλειστηριασμὸν ἡ ἐν Ἀθήναις κειμένη οἰκία μετὰ τοῦ οἰκοπέδου αὐτῆς, ἐκτιμηθεῖσα ὑπὸ τοῦ δικαστικοῦ κλητῆρος ἀντὶ δραχμῶν 15000. xyxy=(748,1196,992,1348)
paragraph: — Κυρία, εἶνε φίλος σας καὶ ἐρωτευμένος, καὶ οὐδεὶς θὰ μάθῃ τίποτε παρ' ἐμοῦ. xyxy=(503,1447,740,1493)
row-value: 123.— xyxy=(214,961,248,974)
paragraph: — Ἀλήθεια... ὁ Χίνσγης τὸν ἔχει σκεφθῆ. xyxy=(503,1543,740,1574)
paragraph: — Ἐκ τοῦ ἀτμοπλοίου τούτου ἀπεβιβάσθη ὁ κ. Ἀλαὴν Κοκκινάκης ἐκ Νέας Ὑόρκης. xyxy=(256,1288,493,1334)
value-row xyxy=(8,948,248,962)
column-rule xyxy=(996,100,997,2162)
paragraph: — Ἀπὸ χθὲς ἤρξαντο αἱ δοκιμαὶ τῶν ἀτμοπλοίων ἐκ τοῦ ἐξωτερικοῦ. xyxy=(256,1576,493,1606)
paragraph: (Ἀκολουθεῖ) xyxy=(517,968,588,983)
shop-text: ΠΑΡΕΛΑΒΕΝ ὁλόκληρον τὴν ἐκλεκτὴν εἰς ποιότητα καὶ νεώτατα σχέδια συλλογὴν Κασμηρίων τῆς χειμερινῆς περιόδου. xyxy=(1070,825,1522,884)
national-bank-text: Γνωστοποιεῖ ὅτι ἐπεισέδωσε αὐτῆς ἐκτίθενται τὴν προσεχῆ Κυριακὴν καὶ ὥραν 10 π. μ. εἰς δημοπρασίαν ἐπὶ τῷ καταρτισθέντι Κτηματικῷ. Ἡ κτῆσις ἐκ τῆς ἐνυπόθηκα αὐτῆς κτήματα κείμενα ἐν Ἀθήναις ἐπὶ τῆς ὁδοῦ Ἀκαδημίας. Τὸ τελευταῖον 2962 καὶ ἕνεκα τῆς ὁδοῦ Διδότου ἐκτιμώμενον 31221. Ἐν Ἀθήναις τῇ 2 Νοεμβρίου 1911. xyxy=(503,1763,740,1901)
story-text xyxy=(256,1932,493,2271)
exchange-heading: ΧΡΗΜΑΤΙΣΤΗΡΙΟΝ xyxy=(8,395,248,431)
value-row xyxy=(8,658,248,672)
paragraph: — Ὑπολήθη χθὲς ὁ νέος προσωρινὸς Δημοτικὸς ἐπίσκοπος Θήρας. xyxy=(256,1143,493,1173)
paragraph: Ὁ δόμνως Γοῦρ ἐξηγαγήθη ὑπὸ τὴν γλυκεῖαν ὄψιν τῆς ἐφηβικῆς, ἣν ὁ ἀσθενὴς Φίλιππος ἐπεθύμει. xyxy=(256,734,493,780)
paragraph: — Ἔξελθε τὰ κλειδιά, ἐνῷ ὁ Χίνσγης ἐξετέλεσε τὸ ἴδιον. xyxy=(503,1626,740,1656)
row-label: Προνομιοῦχοι Ἑταιρίας πρὸς προ- xyxy=(8,779,189,792)
row-label: Ἑταιρ. Ἀνων. καὶ Ἀνῳ. Ἐργασιῶν xyxy=(8,671,186,684)
ophthalmologist-ad: — Ὁ ὀφθαλμολόγος κ. Κ. ΑΝΤΩΝΙΑΔΗΣ, διδάκτωρ τοῦ Πανεπιστημίου τῆς Βιέννης, ἀπομαθητὴς τοῦ διασήμου καθηγητοῦ κ. Μύλλερ δέχεται καθ' ἑκάστην ἀπὸ 3—5 μ. μ. εἰς τὴν ἐπὶ τῆς ὁδοῦ Ἀγγέλου ἀριθ. 20 κλινικήν του. xyxy=(748,1019,992,1158)
summary-subheading: προγράμματος πλειστηριασμοῦ xyxy=(761,1182,979,1197)
summary-heading-2: ΠΕΡΙΛΗΨΙΣ xyxy=(833,1414,907,1428)
paragraph: — Ὁ ταγματάρχης Γοῦντερ, πᾶς ἐνθύμησεν ἐντολὴν νὰ καταστήσῃ εἰς Μελαμβόη ἢ εἰς Μπραΐτηον, διὰ νὰ ἀπαλλάξετε τὸν ἡμέτερον συνεργάτην καὶ φίλον Θεόδωρον Μελαμβόη. xyxy=(256,1006,493,1083)
paragraph: Ἡ κυρία δὲ Γούγκα ἔκλινε τὴν κεφαλὴν καὶ κατόπιν ἀπεχώρησεν εἰς τὴν θέσιν της. xyxy=(503,491,740,537)
paragraph: ΗΡΑΚΛΗΣ ΚΑΡΚΟΓΙΑΛΗΣ xyxy=(1314,1890,1460,1904)
row-label: Σιδηρόδρομοι Θεσσαλίας xyxy=(8,631,142,644)
row-value: 1250.— xyxy=(207,766,248,779)
paragraph: Ἡ ἔνταξις τῆς Κρήτης εἰς τὸ Κράτος, τὸ ὁποῖον εἶνε πρὸς τὸ συμφέρον ἀπάντων, θὰ ἐπιτευχθῇ. xyxy=(8,1787,248,1829)
paragraph: Κατὰ τὸν αὐτὸν μῆνα ὑπὸ τοῦ Καπνοκοπτηρίου Πειραιῶς ἐφορολογήθησαν 7.402 ὀκάδες καπνοῦ καὶ εἰσεπράχθησαν 90.780 δραχμαί. xyxy=(8,1512,248,1568)
subscriptions-list xyxy=(8,304,248,336)
row-label: Τράπεζα Κρήτης xyxy=(8,506,95,519)
paragraph: (Συνέχεια ἐκ τοῦ χθεσινοῦ) xyxy=(270,1931,432,1946)
row-value: 128.31 xyxy=(211,520,248,532)
golden-leaf-heading: ΤΟ ΧΡΥΣΟΥΝ ΦΥΛΛΟΝ xyxy=(400,230,596,251)
row-label: Βιέννης xyxy=(8,975,50,988)
month: ΝΟΕΜΒΡΙΟΣ xyxy=(8,207,118,225)
row-label: στασίαν τῆς σταφίδος xyxy=(8,793,127,806)
paragraph: — Ἡ κυρία δὲ Γούγκα προσκαλοῦσα. xyxy=(270,972,488,987)
auction-text-left xyxy=(1000,1788,1292,1932)
paragraph: — Ἡ μητέρα, ἔκαμαν ἡ ὑποκρίτης θὰ ἔχουσα αὐτήν ἐκ τῆς πρώτης. xyxy=(503,1175,740,1206)
commercial-union-ad xyxy=(1008,106,1584,489)
paragraph: Ὁ πρίγκηψ συνήνεσε διὰ κινήσεως τῆς κεφαλῆς, ταυτοχρόνως δὲ ἠκούσθη καὶ πάλιν ὁ κώδων τῆς ἐξωτερικῆς θύρας. xyxy=(256,434,493,495)
row-value: 12 xyxy=(232,305,248,320)
social-heading: ΚΟΙΝΩΝΙΚΑ xyxy=(748,100,992,136)
paragraph: Ὁ συμβολαιογράφος Ἀθηνῶν xyxy=(1014,1902,1172,1916)
value-row xyxy=(8,739,248,753)
paragraph: — Σχέδιον; Ὄχι... δὲν γνωρίζω τίποτε. Ὁ Γῶλος εἶνε πολὺ μυστικοπαθὴς. xyxy=(256,2192,493,2238)
paragraph: ὅτι λάθος τοῦ νὰ εἶδανον ὅμως εἶνε ὅτι ἐπέτυχε ἄριστα καὶ σὰς ἀποτέμω νὰ ἐξακριβώσω συγχρονισμὸν ἐνώπιον ἐκείνων, οἱ ὁποῖοι εἶνε ἀφιερωμένοι εἰς τὸ αὐτὸ ἔργον. xyxy=(503,255,740,332)
